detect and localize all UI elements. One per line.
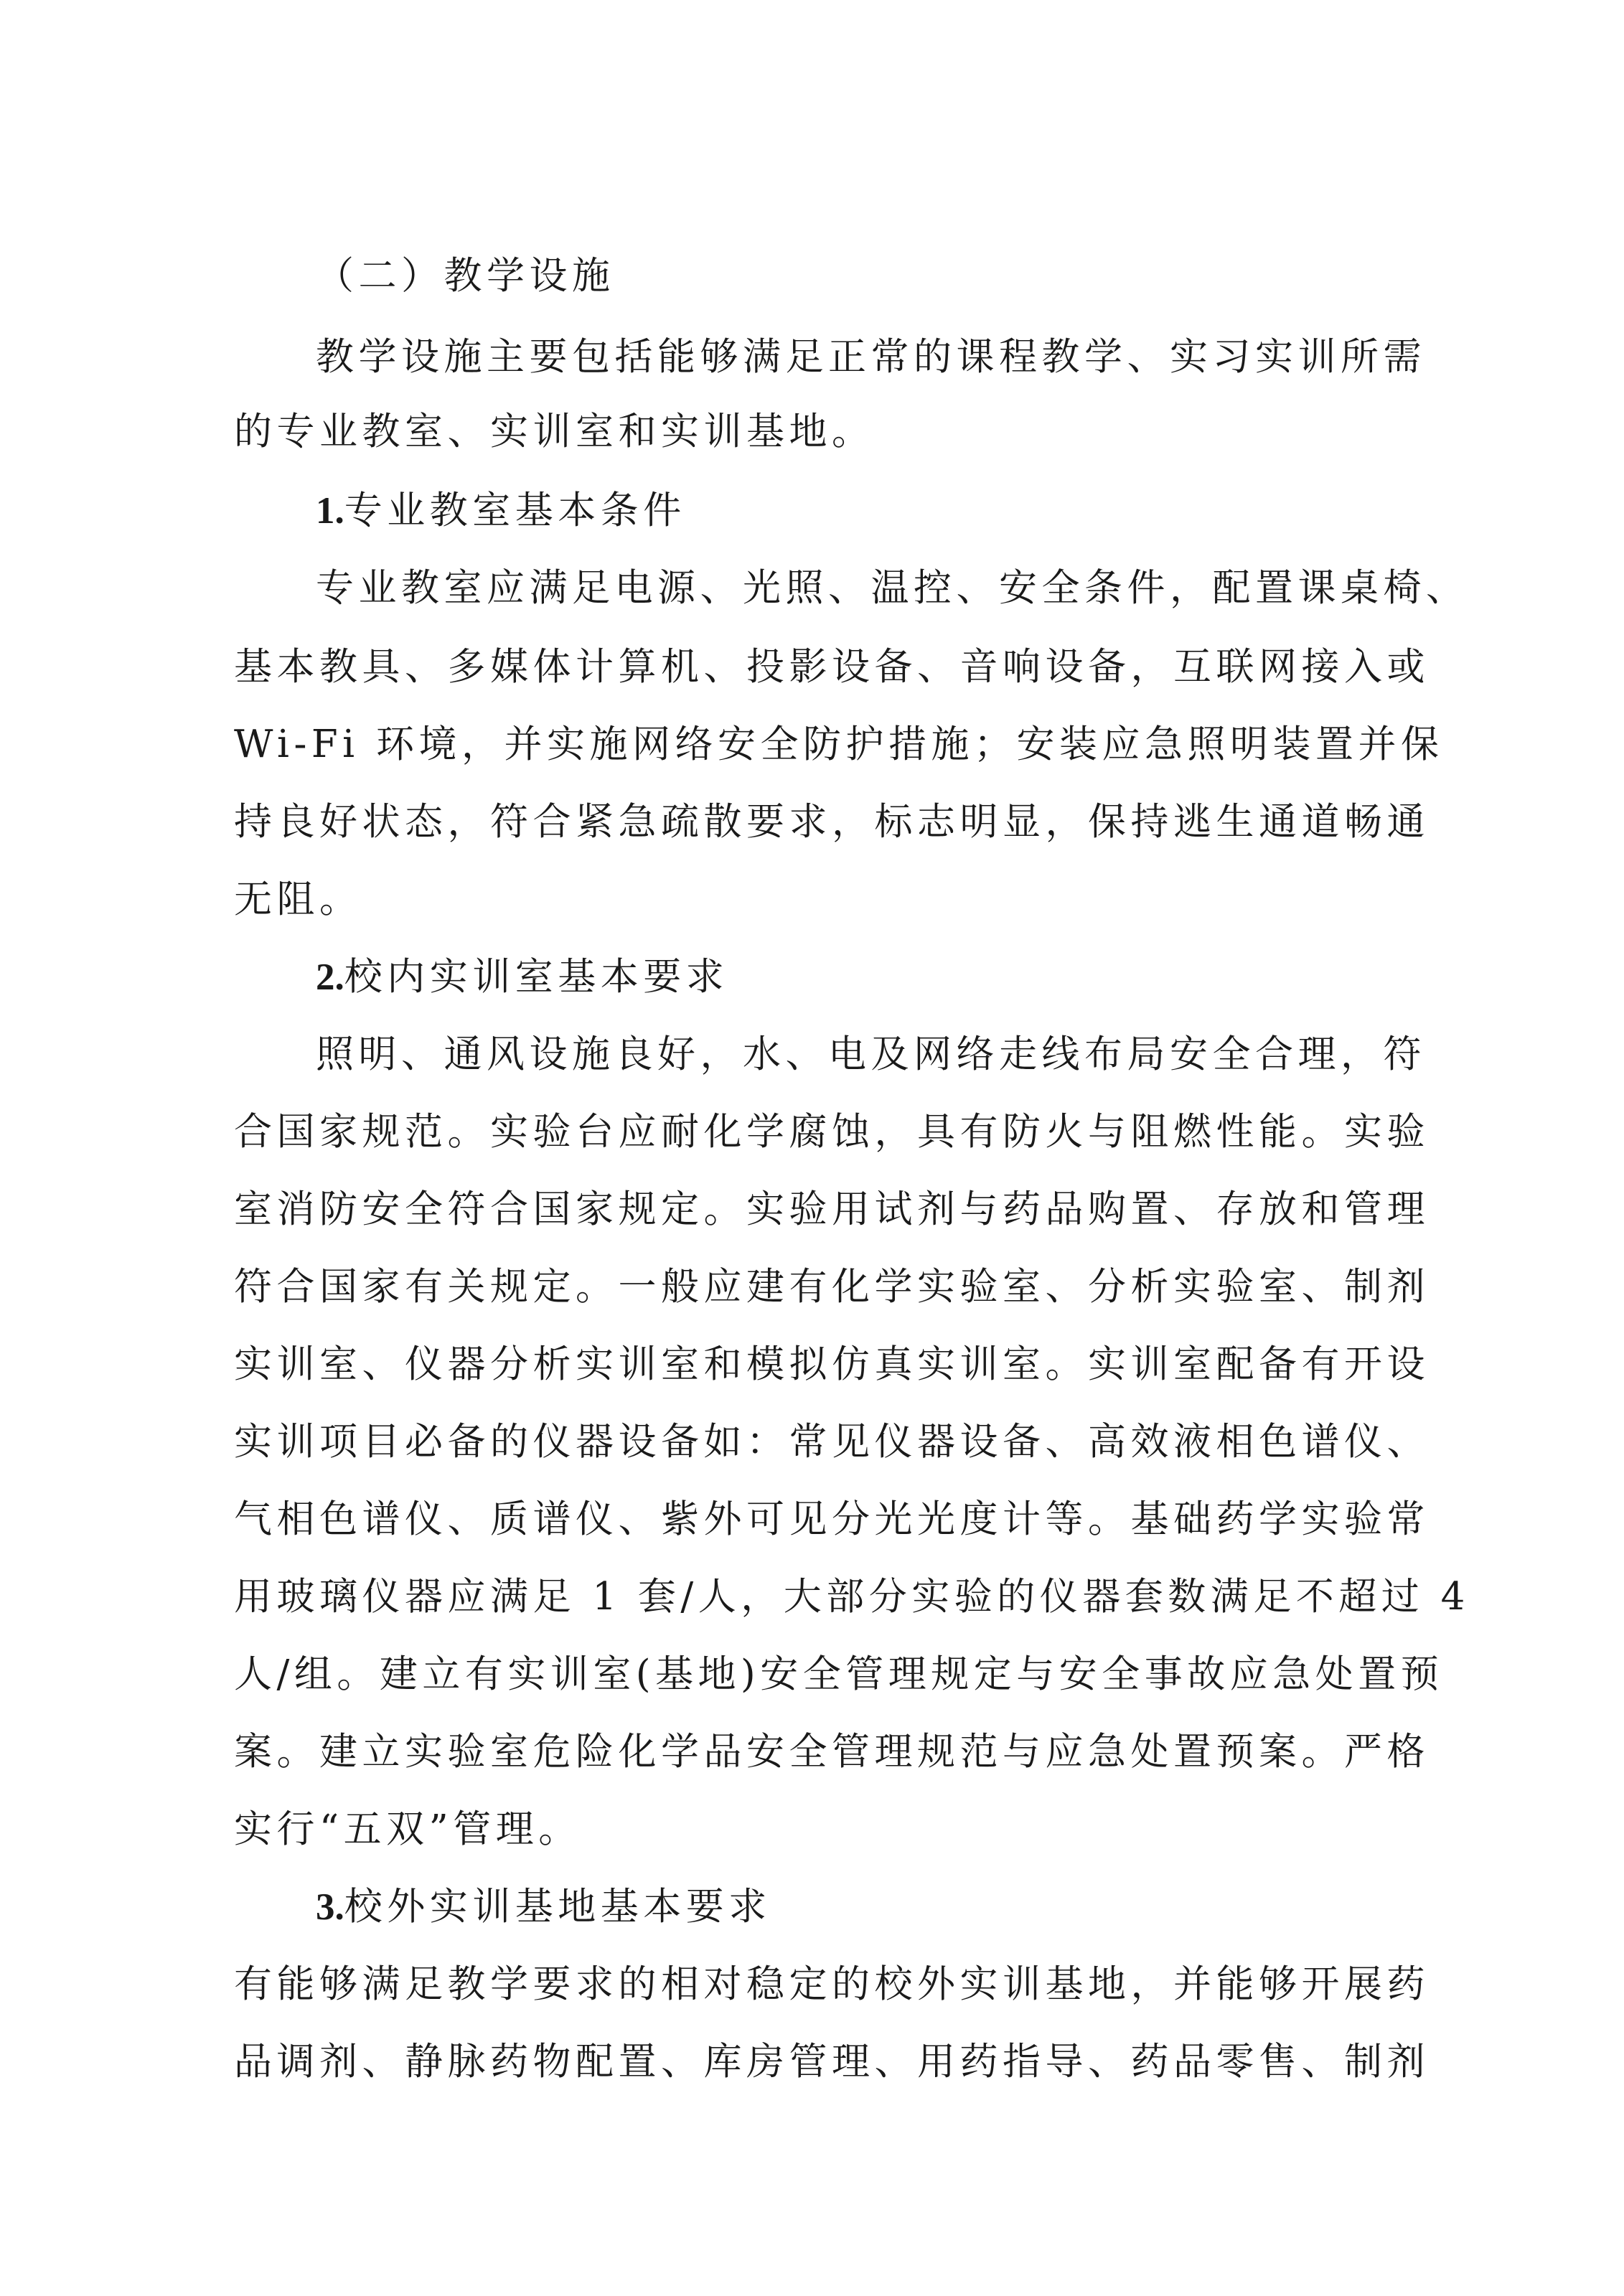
paragraph-line: 合国家规范。实验台应耐化学腐蚀，具有防火与阻燃性能。实验 (234, 1110, 1430, 1154)
item-heading-3 (316, 1878, 1454, 1936)
item-number: 3. (316, 1886, 344, 1928)
paragraph-line: 的专业教室、实训室和实训基地。 (234, 410, 875, 453)
paragraph-line: 品调剂、静脉药物配置、库房管理、用药指导、药品零售、制剂 (234, 2040, 1430, 2084)
paragraph-line: 室消防安全符合国家规定。实验用试剂与药品购置、存放和管理 (234, 1187, 1430, 1231)
paragraph-line: 实训室、仪器分析实训室和模拟仿真实训室。实训室配备有开设 (234, 1342, 1430, 1386)
paragraph-line: 专业教室应满足电源、光照、温控、安全条件，配置课桌椅、 (316, 566, 1469, 610)
item-title: 校外实训基地基本要求 (344, 1885, 771, 1929)
paragraph-line: 用玻璃仪器应满足 1 套/人，大部分实验的仪器套数满足不超过 4 (234, 1575, 1470, 1619)
paragraph-line: 持良好状态，符合紧急疏散要求，标志明显，保持逃生通道畅通 (234, 800, 1430, 844)
item-title: 校内实训室基本要求 (344, 955, 729, 999)
paragraph-line: 人/组。建立有实训室(基地)安全管理规定与安全事故应急处置预 (234, 1652, 1444, 1696)
item-heading-2 (316, 949, 1454, 1006)
paragraph-line: 实行“五双”管理。 (234, 1807, 581, 1851)
item-number: 2. (316, 956, 344, 998)
item-title: 专业教室基本条件 (344, 489, 686, 532)
paragraph-line: 无阻。 (234, 878, 362, 921)
paragraph-line: 教学设施主要包括能够满足正常的课程教学、实习实训所需 (316, 335, 1426, 379)
paragraph-line: 气相色谱仪、质谱仪、紫外可见分光光度计等。基础药学实验常 (234, 1497, 1430, 1541)
paragraph-line: 照明、通风设施良好，水、电及网络走线布局安全合理，符 (316, 1032, 1426, 1076)
paragraph-line: 符合国家有关规定。一般应建有化学实验室、分析实验室、制剂 (234, 1265, 1430, 1309)
item-number: 1. (316, 490, 344, 532)
paragraph-line: Wi-Fi 环境，并实施网络安全防护措施；安装应急照明装置并保 (234, 723, 1444, 766)
section-title: （二）教学设施 (316, 254, 615, 298)
paragraph-line: 案。建立实验室危险化学品安全管理规范与应急处置预案。严格 (234, 1730, 1430, 1774)
paragraph-line: 基本教具、多媒体计算机、投影设备、音响设备，互联网接入或 (234, 645, 1430, 689)
paragraph-line: 有能够满足教学要求的相对稳定的校外实训基地，并能够开展药 (234, 1962, 1430, 2006)
item-heading-1 (316, 482, 1454, 540)
paragraph-line: 实训项目必备的仪器设备如：常见仪器设备、高效液相色谱仪、 (234, 1420, 1430, 1464)
